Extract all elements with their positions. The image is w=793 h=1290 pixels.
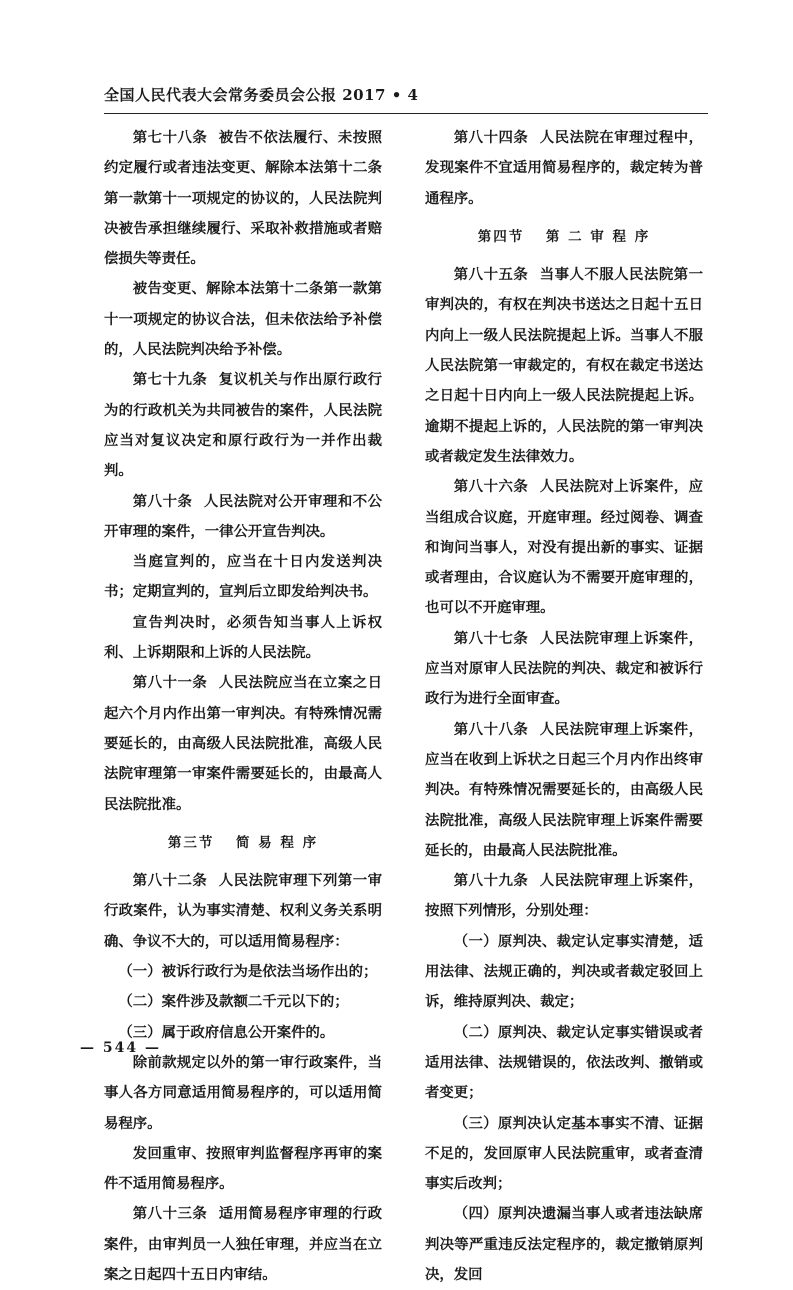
list-item <box>104 987 382 1017</box>
page-number: — 544 — <box>80 1040 161 1056</box>
article-paragraph <box>425 866 703 927</box>
section-name: 第 二 审 程 序 <box>545 228 651 245</box>
article-text: 人民法院审理上诉案件，应当在收到上诉状之日起三个月内作出终审判决。有特殊情况需要延长的，由高级人民法院批准，高级人民法院审理上诉案件需要延长的，由最高人民法院批准。 <box>425 720 703 859</box>
list-item-text: （一）被诉行政行为是依法当场作出的； <box>118 963 378 981</box>
paragraph-text: （二）原判决、裁定认定事实错误或者适用法律、法规错误的，依法改判、撤销或者变更； <box>425 1023 703 1102</box>
article-number: 第八十九条 <box>453 872 529 890</box>
header-rule <box>104 113 708 114</box>
section-name: 简 易 程 序 <box>235 834 319 851</box>
article-paragraph <box>425 715 703 866</box>
article-number: 第八十一条 <box>132 674 208 692</box>
article-number: 第八十四条 <box>453 129 529 146</box>
paragraph-text: 被告变更、解除本法第十二条第一款第十一项规定的协议合法，但未依法给予补偿的，人民法院判决给予补偿。 <box>104 280 382 359</box>
section-number: 第三节 <box>167 834 215 851</box>
article-text: 被告不依法履行、未按照约定履行或者违法变更、解除本法第十二条第一款第十一项规定的协议的，人民法院判决被告承担继续履行、采取补救措施或者赔偿损失等责任。 <box>104 129 382 268</box>
paragraph <box>425 1199 703 1290</box>
paragraph <box>104 274 382 365</box>
article-number: 第八十七条 <box>453 629 529 647</box>
paragraph <box>425 927 703 1018</box>
article-paragraph <box>104 866 382 957</box>
list-item-text: （三）属于政府信息公开案件的。 <box>118 1023 335 1041</box>
section-heading <box>104 828 382 858</box>
article-number: 第八十条 <box>132 492 193 510</box>
article-number: 第八十六条 <box>453 478 529 496</box>
article-paragraph <box>425 260 703 472</box>
article-paragraph <box>104 1199 382 1290</box>
journal-header: 全国人民代表大会常务委员会公报 2017 • 4 <box>104 86 419 104</box>
paragraph-text: 发回重审、按照审判监督程序再审的案件不适用简易程序。 <box>104 1144 382 1193</box>
article-text: 适用简易程序审理的行政案件，由审判员一人独任审理，并应当在立案之日起四十五日内审结。 <box>104 1205 382 1283</box>
article-number: 第八十八条 <box>453 720 529 738</box>
article-paragraph <box>104 668 382 819</box>
paragraph-text: 除前款规定以外的第一审行政案件，当事人各方同意适用简易程序的，可以适用简易程序。 <box>104 1053 382 1132</box>
article-text: 人民法院对公开审理和不公开审理的案件，一律公开宣告判决。 <box>104 492 382 540</box>
article-paragraph <box>104 365 382 486</box>
article-paragraph <box>104 487 382 548</box>
paragraph-text: 当庭宣判的，应当在十日内发送判决书；定期宣判的，宣判后立即发给判决书。 <box>104 553 382 601</box>
article-paragraph <box>425 123 703 214</box>
paragraph <box>104 608 382 669</box>
list-item <box>104 957 382 987</box>
paragraph-text: （三）原判决认定基本事实不清、证据不足的，发回原审人民法院重审，或者查清事实后改判； <box>425 1114 703 1193</box>
paragraph-text: （四）原判决遗漏当事人或者违法缺席判决等严重违反法定程序的，裁定撤销原判决，发回 <box>425 1205 703 1283</box>
article-paragraph <box>425 624 703 715</box>
article-text: 人民法院在审理过程中，发现案件不宜适用简易程序的，裁定转为普通程序。 <box>425 129 703 207</box>
paragraph <box>425 1109 703 1200</box>
article-text: 人民法院应当在立案之日起六个月内作出第一审判决。有特殊情况需要延长的，由高级人民法院批准，高级人民法院审理第一审案件需要延长的，由最高人民法院批准。 <box>104 674 382 813</box>
article-number: 第八十三条 <box>132 1205 208 1223</box>
paragraph <box>104 1048 382 1139</box>
article-number: 第七十八条 <box>132 129 208 146</box>
article-text: 人民法院审理上诉案件，按照下列情形，分别处理： <box>425 872 703 920</box>
article-number: 第八十五条 <box>453 266 529 284</box>
article-number: 第七十九条 <box>132 371 208 389</box>
article-number: 第八十二条 <box>132 872 208 890</box>
list-item-text: （二）案件涉及款额二千元以下的； <box>118 993 349 1011</box>
article-paragraph <box>104 123 382 274</box>
article-text: 人民法院对上诉案件，应当组成合议庭，开庭审理。经过阅卷、调查和询问当事人，对没有提出新的事实、证据或者理由，合议庭认为不需要开庭审理的，也可以不开庭审理。 <box>425 478 703 617</box>
paragraph <box>104 1139 382 1200</box>
paragraph <box>425 1018 703 1109</box>
article-text: 人民法院审理上诉案件，应当对原审人民法院的判决、裁定和被诉行政行为进行全面审查。 <box>425 629 703 708</box>
article-paragraph <box>425 472 703 623</box>
article-text: 人民法院审理下列第一审行政案件，认为事实清楚、权利义务关系明确、争议不大的，可以适用简易程序： <box>104 872 382 950</box>
section-heading <box>425 222 703 252</box>
article-text: 复议机关与作出原行政行为的行政机关为共同被告的案件，人民法院应当对复议决定和原行政行为一并作出裁判。 <box>104 371 382 480</box>
paragraph <box>104 547 382 608</box>
section-number: 第四节 <box>477 228 525 245</box>
paragraph-text: 宣告判决时，必须告知当事人上诉权利、上诉期限和上诉的人民法院。 <box>104 613 382 662</box>
article-text: 当事人不服人民法院第一审判决的，有权在判决书送达之日起十五日内向上一级人民法院提起上诉。当事人不服人民法院第一审裁定的，有权在裁定书送达之日起十日内向上一级人民法院提起上诉。逾期不提起上诉的，人民法院的第一审判决或者裁定发生法律效力。 <box>425 266 703 465</box>
paragraph-text: （一）原判决、裁定认定事实清楚，适用法律、法规正确的，判决或者裁定驳回上诉，维持原判决、裁定； <box>425 932 703 1011</box>
